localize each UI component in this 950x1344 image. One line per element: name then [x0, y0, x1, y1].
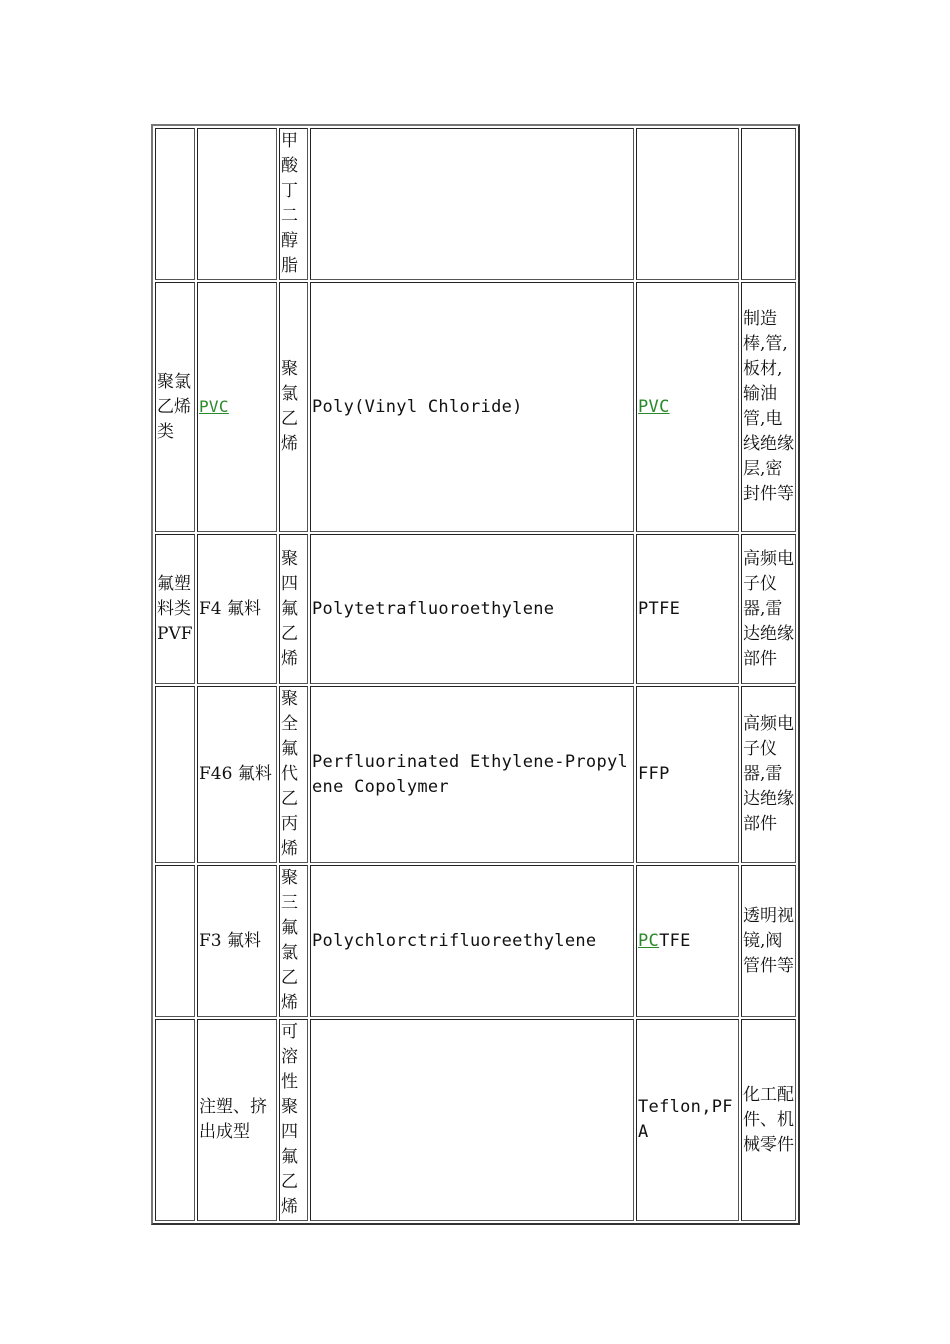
abbreviation-cell	[636, 534, 739, 684]
abbreviation-text: PTFE	[638, 598, 681, 619]
abbreviation-cell	[636, 686, 739, 863]
grade-cell	[197, 282, 277, 532]
table-row	[155, 128, 796, 280]
english-name-cell	[310, 1019, 634, 1221]
table-row	[155, 282, 796, 532]
chinese-name-cell: 可溶性聚四氟乙烯	[279, 1019, 308, 1221]
application-cell: 高频电子仪器,雷达绝缘部件	[741, 686, 796, 863]
english-name-cell	[310, 128, 634, 280]
category-cell	[155, 865, 195, 1017]
english-name-cell: Poly(Vinyl Chloride)	[310, 282, 634, 532]
category-cell	[155, 128, 195, 280]
category-cell: 聚氯乙烯类	[155, 282, 195, 532]
abbreviation-cell	[636, 865, 739, 1017]
abbreviation-text: TFE	[659, 930, 691, 951]
category-cell: 氟塑料类PVF	[155, 534, 195, 684]
chinese-name-cell: 聚氯乙烯	[279, 282, 308, 532]
table-row	[155, 686, 796, 863]
table-row	[155, 865, 796, 1017]
application-cell: 制造棒,管,板材,输油管,电线绝缘层,密封件等	[741, 282, 796, 532]
abbreviation-text: Teflon,PFA	[638, 1097, 733, 1142]
chinese-name-cell: 聚全氟代乙丙烯	[279, 686, 308, 863]
grade-cell: 注塑、挤出成型	[197, 1019, 277, 1221]
category-cell	[155, 686, 195, 863]
grade-cell: F46 氟料	[197, 686, 277, 863]
abbreviation-text: FFP	[638, 764, 670, 784]
materials-table	[151, 124, 800, 1225]
english-name-cell: Perfluorinated Ethylene-Propylene Copolymer	[310, 686, 634, 863]
chinese-name-cell: 聚四氟乙烯	[279, 534, 308, 684]
grade-cell	[197, 128, 277, 280]
application-cell: 高频电子仪器,雷达绝缘部件	[741, 534, 796, 684]
grade-cell: F4 氟料	[197, 534, 277, 684]
abbreviation-cell	[636, 128, 739, 280]
application-cell: 化工配件、机械零件	[741, 1019, 796, 1221]
table-row	[155, 1019, 796, 1221]
abbreviation-link[interactable]: PC	[638, 930, 660, 951]
abbreviation-link[interactable]: PVC	[638, 396, 670, 417]
english-name-cell: Polytetrafluoroethylene	[310, 534, 634, 684]
abbreviation-cell	[636, 1019, 739, 1221]
chinese-name-cell: 甲酸丁二醇脂	[279, 128, 308, 280]
grade-cell: F3 氟料	[197, 865, 277, 1017]
abbreviation-cell	[636, 282, 739, 532]
application-cell	[741, 128, 796, 280]
grade-link[interactable]: PVC	[199, 397, 229, 416]
chinese-name-cell: 聚三氟氯乙烯	[279, 865, 308, 1017]
application-cell: 透明视镜,阀管件等	[741, 865, 796, 1017]
english-name-cell: Polychlorctrifluoreethylene	[310, 865, 634, 1017]
category-cell	[155, 1019, 195, 1221]
table-row	[155, 534, 796, 684]
